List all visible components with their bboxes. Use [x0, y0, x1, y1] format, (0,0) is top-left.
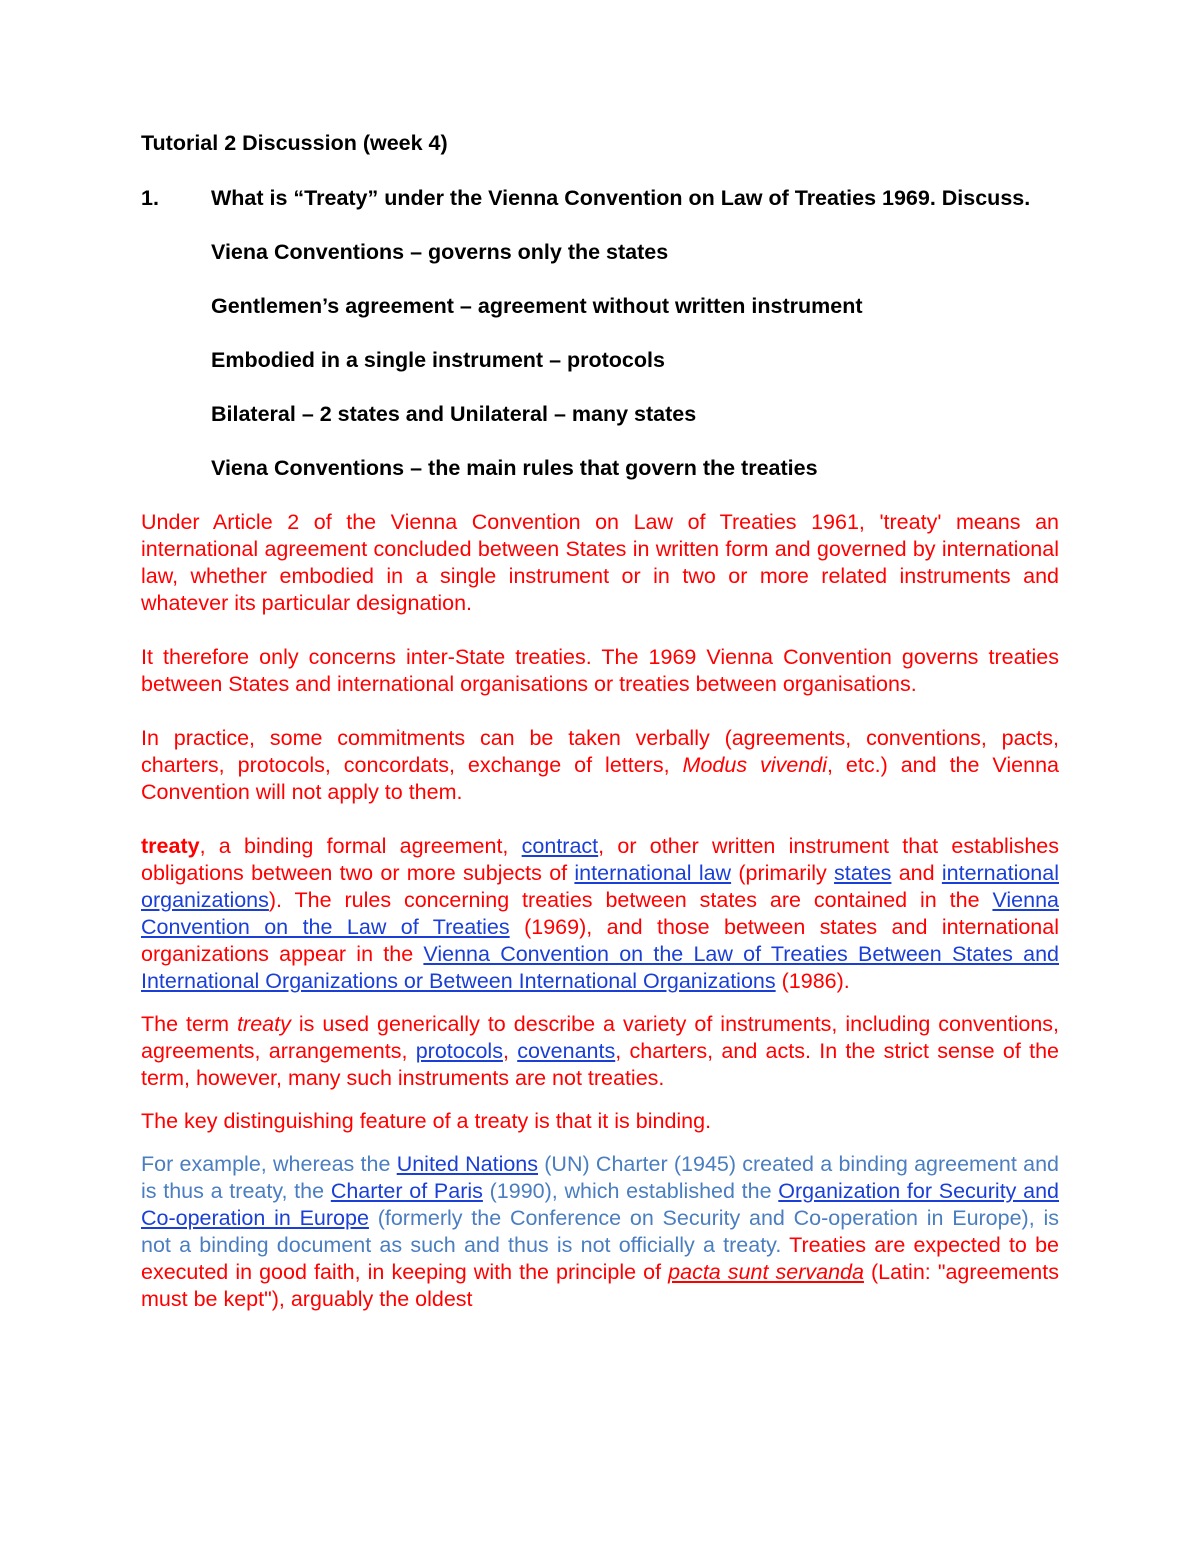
- link-charter-of-paris[interactable]: Charter of Paris: [330, 1179, 483, 1203]
- paragraph-term-treaty: The term treaty is used generically to describe a variety of instruments, including conventions, agreements, arrangements, protocols, covenants, charters, and acts. In the strict sense of the term, however, many such instruments are not treaties.: [141, 1012, 1060, 1090]
- paragraph-treaty-definition: treaty, a binding formal agreement, contract, or other written instrument that establishes obligations between two or more subjects of international law (primarily states and international organizations). The rules concerning treaties between states are contained in the Vienna Convention on the Law of Treaties (1969), and those between states and international organizations appear in the Vienna Convention on the Law of Treaties Between States and International Organizations or Between International Organizations (1986).: [141, 834, 1059, 993]
- link-international-organizations[interactable]: international organizations: [141, 861, 1059, 912]
- link-osce[interactable]: Organization for Security and Co-operation in Europe: [141, 1179, 1060, 1230]
- link-covenants[interactable]: covenants: [517, 1039, 616, 1063]
- italic-treaty: treaty: [237, 1012, 291, 1036]
- paragraph-example: For example, whereas the United Nations (UN) Charter (1945) created a binding agreement and is thus a treaty, the Charter of Paris (1990), which established the Organization for Security and Co-operation in Europe (formerly the Conference on Security and Co-operation in Europe), is not a binding document as such and thus is not officially a treaty. Treaties are expected to be executed in good faith, in keeping with the principle of pacta sunt servanda (Latin: "agreements must be kept"), arguably the oldest: [141, 1152, 1060, 1311]
- note-3: Embodied in a single instrument – protocols: [211, 348, 665, 372]
- document-page: [141, 130, 1059, 1313]
- question-text: What is “Treaty” under the Vienna Convention on Law of Treaties 1969. Discuss.: [211, 186, 1031, 210]
- note-4: Bilateral – 2 states and Unilateral – many states: [211, 402, 697, 426]
- note-2: Gentlemen’s agreement – agreement without written instrument: [211, 294, 863, 318]
- question-1: [141, 185, 1059, 212]
- term-treaty: treaty: [141, 834, 200, 858]
- link-international-law[interactable]: international law: [574, 861, 732, 885]
- link-pacta-sunt-servanda[interactable]: pacta sunt servanda: [668, 1260, 864, 1284]
- link-vienna-convention-1986[interactable]: Vienna Convention on the Law of Treaties Between States and International Organizations or Between International Organizations: [141, 942, 1059, 993]
- note-1: Viena Conventions – governs only the states: [211, 240, 669, 264]
- link-vienna-convention-1969[interactable]: Vienna Convention on the Law of Treaties: [141, 888, 1059, 939]
- paragraph-practice: In practice, some commitments can be taken verbally (agreements, conventions, pacts, charters, protocols, concordats, exchange of letters, Modus vivendi, etc.) and the Vienna Convention will not apply to them.: [141, 726, 1059, 804]
- paragraph-inter-state: It therefore only concerns inter-State treaties. The 1969 Vienna Convention governs treaties between States and international organisations or treaties between organisations.: [141, 645, 1059, 696]
- link-contract[interactable]: contract: [521, 834, 599, 858]
- note-5: Viena Conventions – the main rules that govern the treaties: [211, 456, 818, 480]
- paragraph-article-2: Under Article 2 of the Vienna Convention on Law of Treaties 1961, 'treaty' means an international agreement concluded between States in written form and governed by international law, whether embodied in a single instrument or in two or more related instruments and whatever its particular designation.: [141, 510, 1059, 615]
- italic-modus-vivendi: Modus vivendi: [682, 753, 827, 777]
- link-united-nations[interactable]: United Nations: [396, 1152, 539, 1176]
- question-number: 1.: [141, 186, 159, 210]
- link-states[interactable]: states: [834, 861, 892, 885]
- page-title: Tutorial 2 Discussion (week 4): [141, 131, 448, 155]
- link-protocols[interactable]: protocols: [415, 1039, 503, 1063]
- paragraph-key-feature: The key distinguishing feature of a treaty is that it is binding.: [141, 1109, 712, 1133]
